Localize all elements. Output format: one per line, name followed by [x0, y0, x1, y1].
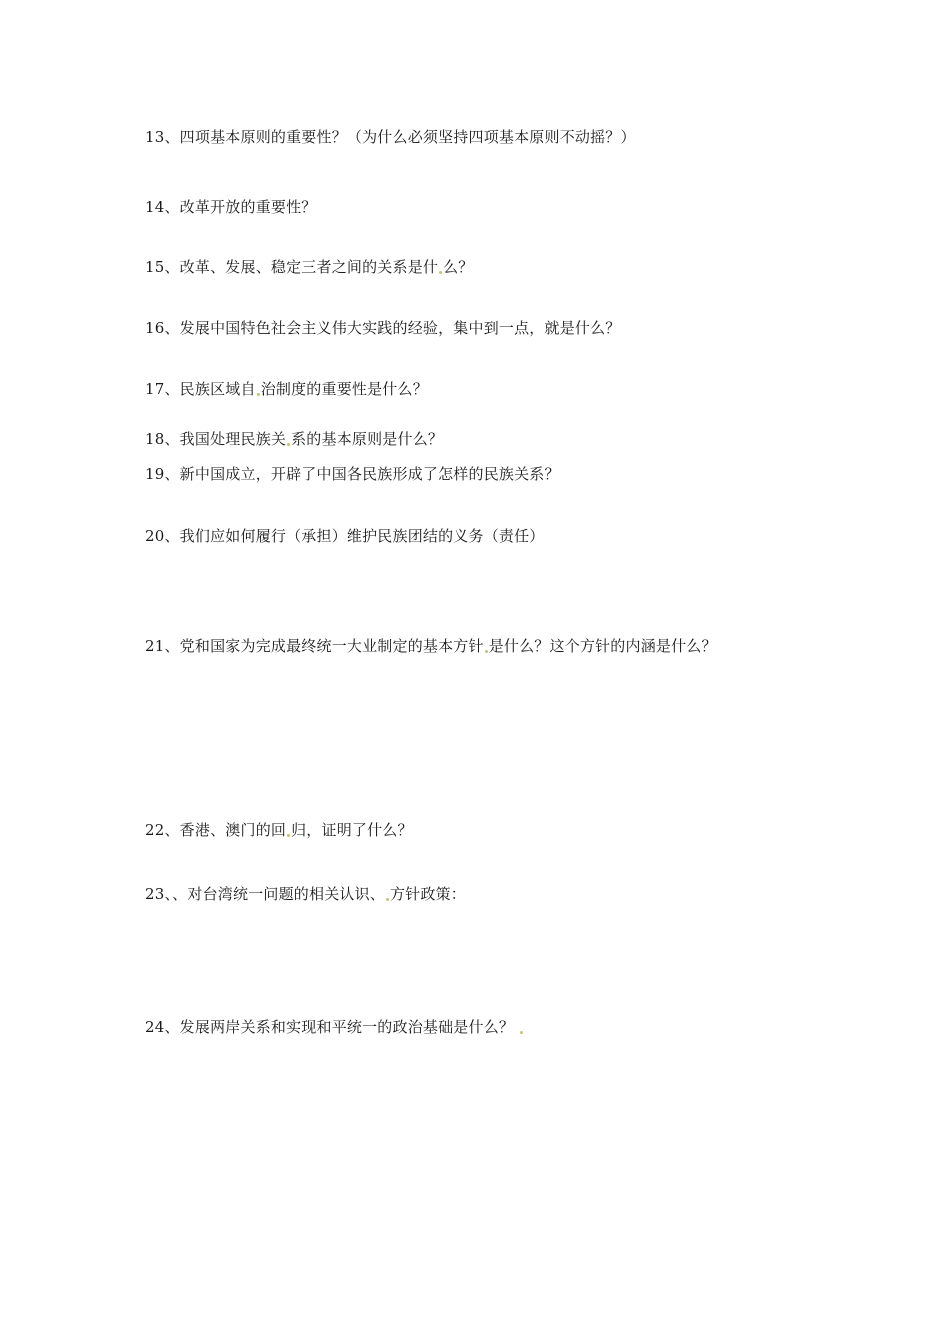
question-18-text-b: 系的基本原则是什么？ — [291, 430, 444, 448]
artifact-dot — [520, 1031, 523, 1034]
artifact-dot — [386, 898, 389, 901]
question-20-text: 20、我们应如何履行（承担）维护民族团结的义务（责任） — [145, 527, 545, 545]
question-17-text-b: 治制度的重要性是什么？ — [260, 380, 428, 398]
question-19-text: 19、新中国成立，开辟了中国各民族形成了怎样的民族关系？ — [145, 465, 560, 483]
question-24 — [145, 1017, 524, 1037]
artifact-dot — [257, 393, 260, 396]
question-14-text: 14、改革开放的重要性？ — [145, 198, 317, 216]
question-22-text-b: 归，证明了什么？ — [291, 821, 413, 839]
question-23-text-b: 方针政策： — [390, 885, 467, 903]
question-15-text-a: 15、改革、发展、稳定三者之间的关系是什 — [145, 258, 439, 276]
question-21 — [145, 636, 717, 656]
question-14 — [145, 197, 317, 217]
question-16 — [145, 318, 621, 338]
question-15-text-b: 么？ — [443, 258, 474, 276]
artifact-dot — [287, 443, 290, 446]
question-19 — [145, 464, 560, 484]
question-18-text-a: 18、我国处理民族关 — [145, 430, 287, 448]
question-23 — [145, 884, 466, 904]
question-18 — [145, 429, 443, 449]
question-17-text-a: 17、民族区域自 — [145, 380, 256, 398]
question-24-text: 24、发展两岸关系和实现和平统一的政治基础是什么？ — [145, 1018, 515, 1036]
question-22-text-a: 22、香港、澳门的回 — [145, 821, 287, 839]
artifact-dot — [439, 271, 442, 274]
question-21-text-b: 是什么？这个方针的内涵是什么？ — [488, 637, 717, 655]
question-13-text: 13、四项基本原则的重要性？（为什么必须坚持四项基本原则不动摇？） — [145, 128, 636, 146]
question-21-text-a: 21、党和国家为完成最终统一大业制定的基本方针 — [145, 637, 484, 655]
question-15 — [145, 257, 474, 277]
artifact-dot — [485, 650, 488, 653]
question-23-text-a: 23、、对台湾统一问题的相关认识、 — [145, 885, 385, 903]
question-22 — [145, 820, 413, 840]
question-17 — [145, 379, 428, 399]
artifact-dot — [287, 834, 290, 837]
question-16-text: 16、发展中国特色社会主义伟大实践的经验，集中到一点，就是什么？ — [145, 319, 621, 337]
question-13 — [145, 127, 636, 147]
question-20 — [145, 526, 545, 546]
